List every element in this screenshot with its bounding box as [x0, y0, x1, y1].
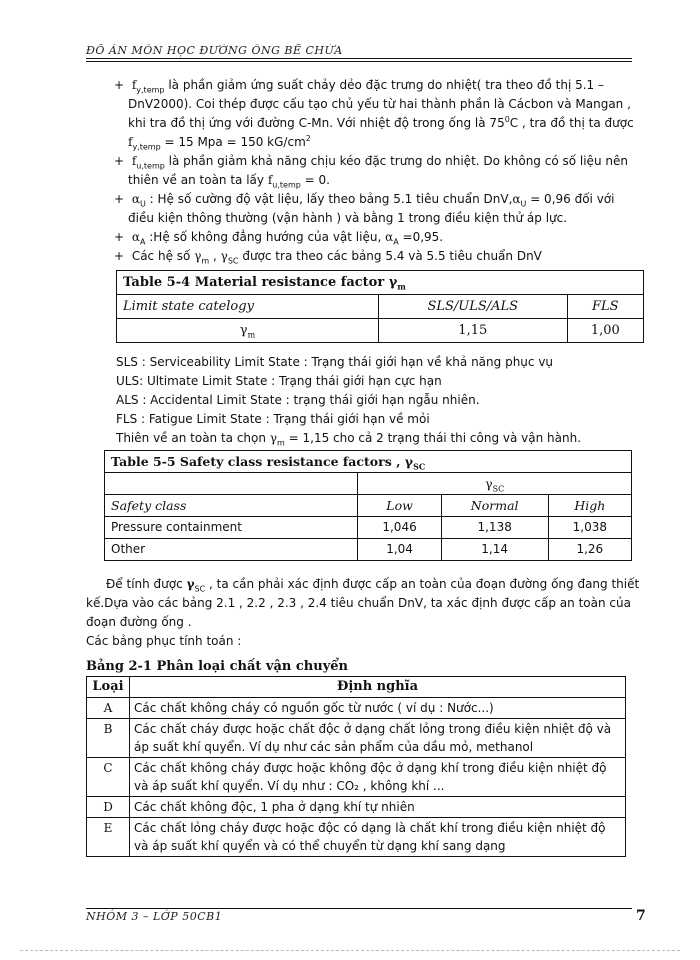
table-row: Pressure containment 1,046 1,138 1,038 — [105, 517, 632, 539]
definition-line: SLS : Serviceability Limit State : Trạng thái giới hạn về khả năng phục vụ — [116, 355, 554, 369]
table-group-header: $\gamma_{SC}$ — [358, 473, 632, 495]
table-row: C Các chất không cháy được hoặc không độc ở dạng khí trong điều kiện nhiệt độ và áp suất khí quyển. Ví dụ như : CO₂ , không khí ... — [87, 758, 626, 797]
bullet-alpha-a: + $\alpha_A$ :Hệ số không đẳng hướng của vật liệu, $\alpha_A =0,95$. — [114, 230, 444, 247]
table-header-cell: FLS — [567, 295, 643, 319]
header-rule-thin — [86, 61, 632, 62]
bullet-fy-temp: + $f_{y,temp}$ là phần giảm ứng suất chảy dẻo đặc trưng do nhiệt( tra theo đồ thị 5.1 – DnV2000). Coi thép được cấu tạo chủ yếu từ hai thành phần là Cácbon và Mangan , khi tra đồ thị ứng với đường C-Mn. Với nhiệt độ trong ống là $75^0C$ , tra đồ thị ta được $f_{y,temp} = 15$ Mpa = 150 $kG/cm^2$ — [114, 78, 634, 152]
table-5-4 — [116, 270, 644, 343]
table-5-5 — [104, 450, 632, 561]
table-row: A Các chất không cháy có nguồn gốc từ nước ( ví dụ : Nước...) — [87, 698, 626, 719]
table-row: D Các chất không độc, 1 pha ở dạng khí tự nhiên — [87, 797, 626, 818]
table-header-cell: Loại — [87, 677, 130, 698]
table-row: B Các chất cháy được hoặc chất độc ở dạng chất lỏng trong điều kiện nhiệt độ và áp suất khí quyển. Ví dụ như các sản phẩm của dầu mỏ, methanol — [87, 719, 626, 758]
footer-rule — [86, 908, 632, 909]
definition-line: ALS : Accidental Limit State : trạng thái giới hạn ngẫu nhiên. — [116, 393, 480, 407]
definitions-list — [116, 353, 644, 448]
page-content — [86, 76, 644, 857]
table-cell: 1,00 — [567, 319, 643, 343]
table-header-cell: Safety class — [105, 495, 358, 517]
footer-group-label: NHÓM 3 – LỚP 50CB1 — [86, 910, 223, 923]
table-header-cell: Limit state catelogy — [117, 295, 379, 319]
table-cell: 1,15 — [378, 319, 567, 343]
page-break-line — [20, 950, 680, 951]
table-header-cell: High — [548, 495, 631, 517]
bullet-coefficients: + Các hệ số $\gamma_m$ , $\gamma_{SC}$ được tra theo các bảng 5.4 và 5.5 tiêu chuẩn DnV — [114, 249, 542, 266]
table-header-cell: Normal — [441, 495, 548, 517]
bullet-alpha-u: + $\alpha_U$ : Hệ số cường độ vật liệu, lấy theo bảng 5.1 tiêu chuẩn $DnV,\alpha_U = 0,96$ đối với điều kiện thông thường (vận hành ) và bằng 1 trong điều kiện thử áp lực. — [114, 192, 615, 225]
header-rule — [86, 58, 632, 59]
definition-line: FLS : Fatigue Limit State : Trạng thái giới hạn về mỏi — [116, 412, 430, 426]
page-header: ĐỒ ÁN MÔN HỌC ĐƯỜNG ỐNG BỂ CHỨA — [86, 44, 343, 57]
definition-line: ULS: Ultimate Limit State : Trạng thái giới hạn cực hạn — [116, 374, 442, 388]
tables-line: Các bảng phục tính toán : — [86, 634, 242, 648]
table-2-1-title: Bảng 2-1 Phân loại chất vận chuyển — [86, 659, 348, 674]
table-row: Other 1,04 1,14 1,26 — [105, 539, 632, 561]
table-cell-empty — [105, 473, 358, 495]
table-row: E Các chất lỏng cháy được hoặc độc có dạng là chất khí trong điều kiện nhiệt độ và áp suất khí quyển và có thể chuyển từ dạng khí sang dạng — [87, 818, 626, 857]
bullet-fu-temp: + $f_{u,temp}$ là phần giảm khả năng chịu kéo đặc trưng do nhiệt. Do không có số liệu nên thiên về an toàn ta lấy $f_{u,temp} = 0$. — [114, 154, 628, 190]
table-header-cell: Định nghĩa — [130, 677, 626, 698]
table-2-1 — [86, 676, 626, 857]
table-5-5-title: Table 5-5 Safety class resistance factors , $\gamma_{SC}$ — [105, 451, 632, 473]
table-5-4-title: Table 5-4 Material resistance factor $\gamma_m$ — [117, 271, 644, 295]
intro-paragraph: Để tính được $\gamma_{SC}$ , ta cần phải xác định được cấp an toàn của đoạn đường ống đang thiết kế.Dựa vào các bảng 2.1 , 2.2 , 2.3 , 2.4 tiêu chuẩn DnV, ta xác định được cấp an toàn của đoạn đường ống . — [86, 577, 640, 629]
page-number: 7 — [636, 908, 646, 924]
table-row-label: $\gamma_m$ — [117, 319, 379, 343]
table-header-cell: SLS/ULS/ALS — [378, 295, 567, 319]
table-header-cell: Low — [358, 495, 441, 517]
choice-line: Thiên về an toàn ta chọn $\gamma_m = 1,15$ cho cả 2 trạng thái thi công và vận hành. — [116, 431, 582, 448]
